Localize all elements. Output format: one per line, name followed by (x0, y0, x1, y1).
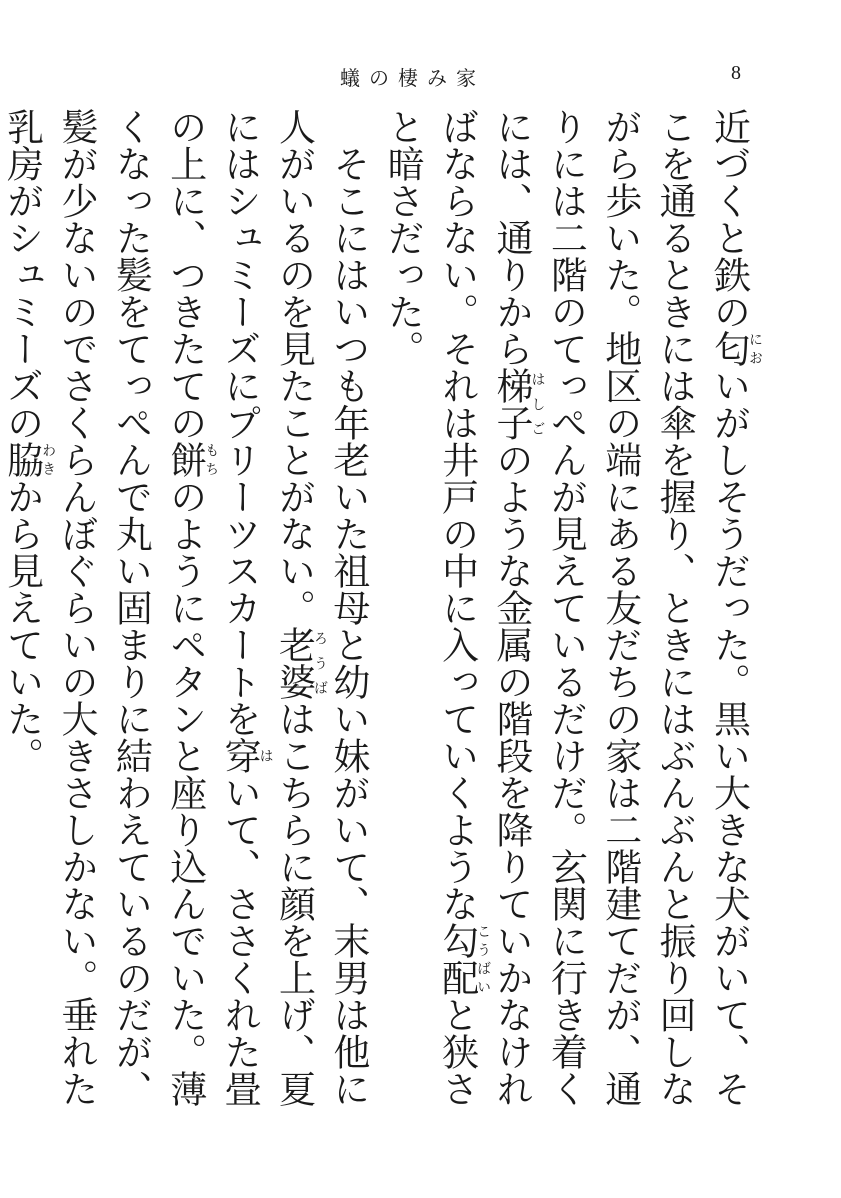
page-number: 8 (731, 62, 741, 84)
ruby-furigana: 匂にお (707, 330, 763, 367)
text-run: いて、ささくれた畳の上に、つきたての (163, 108, 262, 1107)
text-run: のようにペタンと座り込んでいた。薄くなった髪をてっぺんで丸い固まりに結わえているのだが、髪が少ないのでさくらんぼぐらいの大きさしかない。垂れた乳房がシュミーズの (0, 108, 207, 1107)
ruby-furigana: 穿は (218, 737, 274, 774)
ruby-furigana: 勾配こうばい (435, 922, 492, 996)
ruby-furigana: 脇わき (0, 441, 57, 478)
text-run: 近づくと鉄の (707, 108, 751, 330)
paragraph-2 (0, 108, 375, 1108)
ruby-furigana: 梯子はしご (490, 367, 546, 441)
text-run: はこちらに顔を上げ、夏にはシュミーズにプリーツスカートを (218, 108, 316, 1107)
text-run: のような金属の階段を降りていかなければならない。それは井戸の中に入っていくような (435, 108, 533, 1107)
running-head (0, 62, 841, 92)
text-run: そこにはいつも年老いた祖母と幼い妹がいて、末男は他に人がいるのを見たことがない。 (272, 108, 370, 1107)
text-run: と狭さと暗さだった。 (381, 108, 479, 1107)
text-run: いがしそうだった。黒い大きな犬がいて、そこを通るときには傘を握り、ときにはぶんぶんと振り回しながら歩いた。地区の端にある友だちの家は二階建てだが、通りには二階のてっぺんが見えているだけだ。玄関に行き着くには、通りから (490, 108, 751, 1107)
vertical-text-body (0, 108, 763, 1108)
ruby-furigana: 餅もち (163, 441, 220, 478)
paragraph-1 (375, 108, 762, 1108)
text-run: から見えていた。 (0, 478, 44, 774)
ruby-furigana: 老婆ろうば (272, 626, 328, 700)
book-title: 蟻の棲み家 (340, 66, 485, 90)
